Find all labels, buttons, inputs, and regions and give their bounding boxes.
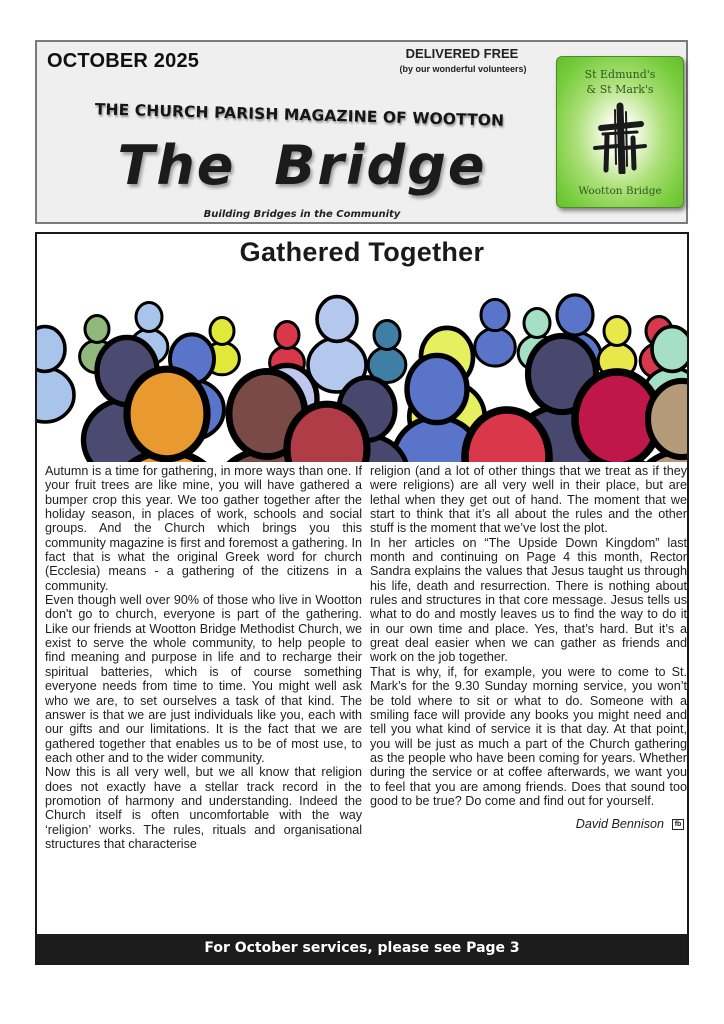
cross-icon: [587, 102, 653, 174]
person-head: [374, 320, 400, 349]
magazine-title: The Bridge: [117, 134, 487, 197]
person-head: [652, 327, 687, 372]
paragraph: In her articles on “The Upside Down Kingdom” last month and continuing on Page 4 this month, Rector Sandra explains the values that Jesus taught us through his life, death and resurrection. There is nothing about rules and structures in that core message. Jesus tells us what to do and mostly leaves us to find the way to do it in our own time and place. Yes, that’s hard. But it’s a great deal easier when we can gather as friends and work on the job together.: [370, 535, 687, 665]
article: [35, 232, 689, 965]
author-signature: [370, 817, 687, 831]
parish-line: THE CHURCH PARISH MAGAZINE OF WOOTTON: [94, 100, 505, 130]
crowd-illustration: [37, 289, 687, 462]
masthead: [35, 40, 688, 224]
person-head: [407, 355, 467, 422]
person-head: [37, 327, 65, 372]
paragraph: Now this is all very well, but we all know that religion does not exactly have a stellar track record in the promotion of harmony and understanding. Indeed the Church itself is often uncomfortable with the way ‘religion’ works. The rules, rituals and organisational structures that characterise: [45, 765, 362, 851]
logo-line-1: St Edmund's: [584, 68, 656, 81]
person-body: [37, 368, 74, 422]
person-head: [287, 404, 367, 462]
paragraph: Autumn is a time for gathering, in more ways than one. If your fruit trees are like mine, you will have gathered a bumper crop this year. We too gather together after the holiday season, in places of work, schools and social groups. And the Church which brings you this community magazine is first and foremost a gathering. In fact that is what the original Greek word for church (Ecclesia) means - a gathering of the citizens in a community.: [45, 464, 362, 593]
person-head: [136, 302, 162, 331]
issue-date: OCTOBER 2025: [47, 50, 200, 72]
author-name: David Bennison: [575, 817, 664, 832]
article-column-2: [370, 464, 687, 832]
author-mark-icon: fb: [672, 819, 684, 830]
delivery-subnote: (by our wonderful volunteers): [399, 64, 527, 74]
logo-church-names: [557, 67, 683, 97]
services-notice: For October services, please see Page 3: [37, 934, 687, 963]
delivery-note: DELIVERED FREE: [405, 46, 519, 61]
paragraph: Even though well over 90% of those who live in Wootton don't go to church, everyone is part of the gathering. Like our friends at Wootton Bridge Methodist Church, we exist to serve the whole community, to help people to find meaning and purpose in life and to recharge their spiritual batteries, which is of course something everyone needs from time to time. You might well ask who we are, to set ourselves a task of that kind. The answer is that we are just individuals like you, each with our gifts and our limitations. It is the fact that we are gathered together that enables us to be of most use, to each other and to the wider community.: [45, 593, 362, 765]
person-head: [524, 308, 550, 337]
person-head: [85, 316, 109, 343]
paragraph: religion (and a lot of other things that we treat as if they were religions) are all very well in their place, but are lethal when they get out of hand. The moment that we start to think that it’s all about the rules and the other stuff is the moment that we’ve lost the plot.: [370, 464, 687, 536]
tagline: Building Bridges in the Community: [203, 209, 401, 220]
crowd-image: [37, 289, 687, 462]
person-head: [275, 322, 299, 349]
person-head: [648, 381, 687, 457]
article-headline: Gathered Together: [239, 237, 485, 267]
person-head: [210, 318, 234, 345]
article-column-1: [45, 464, 362, 851]
logo-location: Wootton Bridge: [578, 185, 662, 197]
parish-logo: [556, 56, 684, 208]
person-head: [481, 299, 509, 330]
paragraph: That is why, if, for example, you were to come to St. Mark’s for the 9.30 Sunday morning service, you won’t be told where to sit or what to do. Someone with a smiling face will provide any books you might need and tell you what kind of service it is that day. At that point, you will be just as much a part of the Church gathering as the people who have been coming for years. Whether during the service or at coffee afterwards, we want you to feel that you are among friends. Does that sound too good to be true? Do come and find out for yourself.: [370, 664, 687, 808]
crowd-person: [37, 327, 74, 422]
person-body: [475, 328, 516, 366]
logo-line-2: & St Mark's: [586, 83, 654, 96]
crowd-person: [475, 299, 516, 366]
crowd-person: [368, 320, 406, 382]
person-head: [604, 316, 630, 345]
person-head: [127, 369, 207, 459]
person-head: [317, 297, 357, 342]
person-head: [557, 295, 593, 335]
